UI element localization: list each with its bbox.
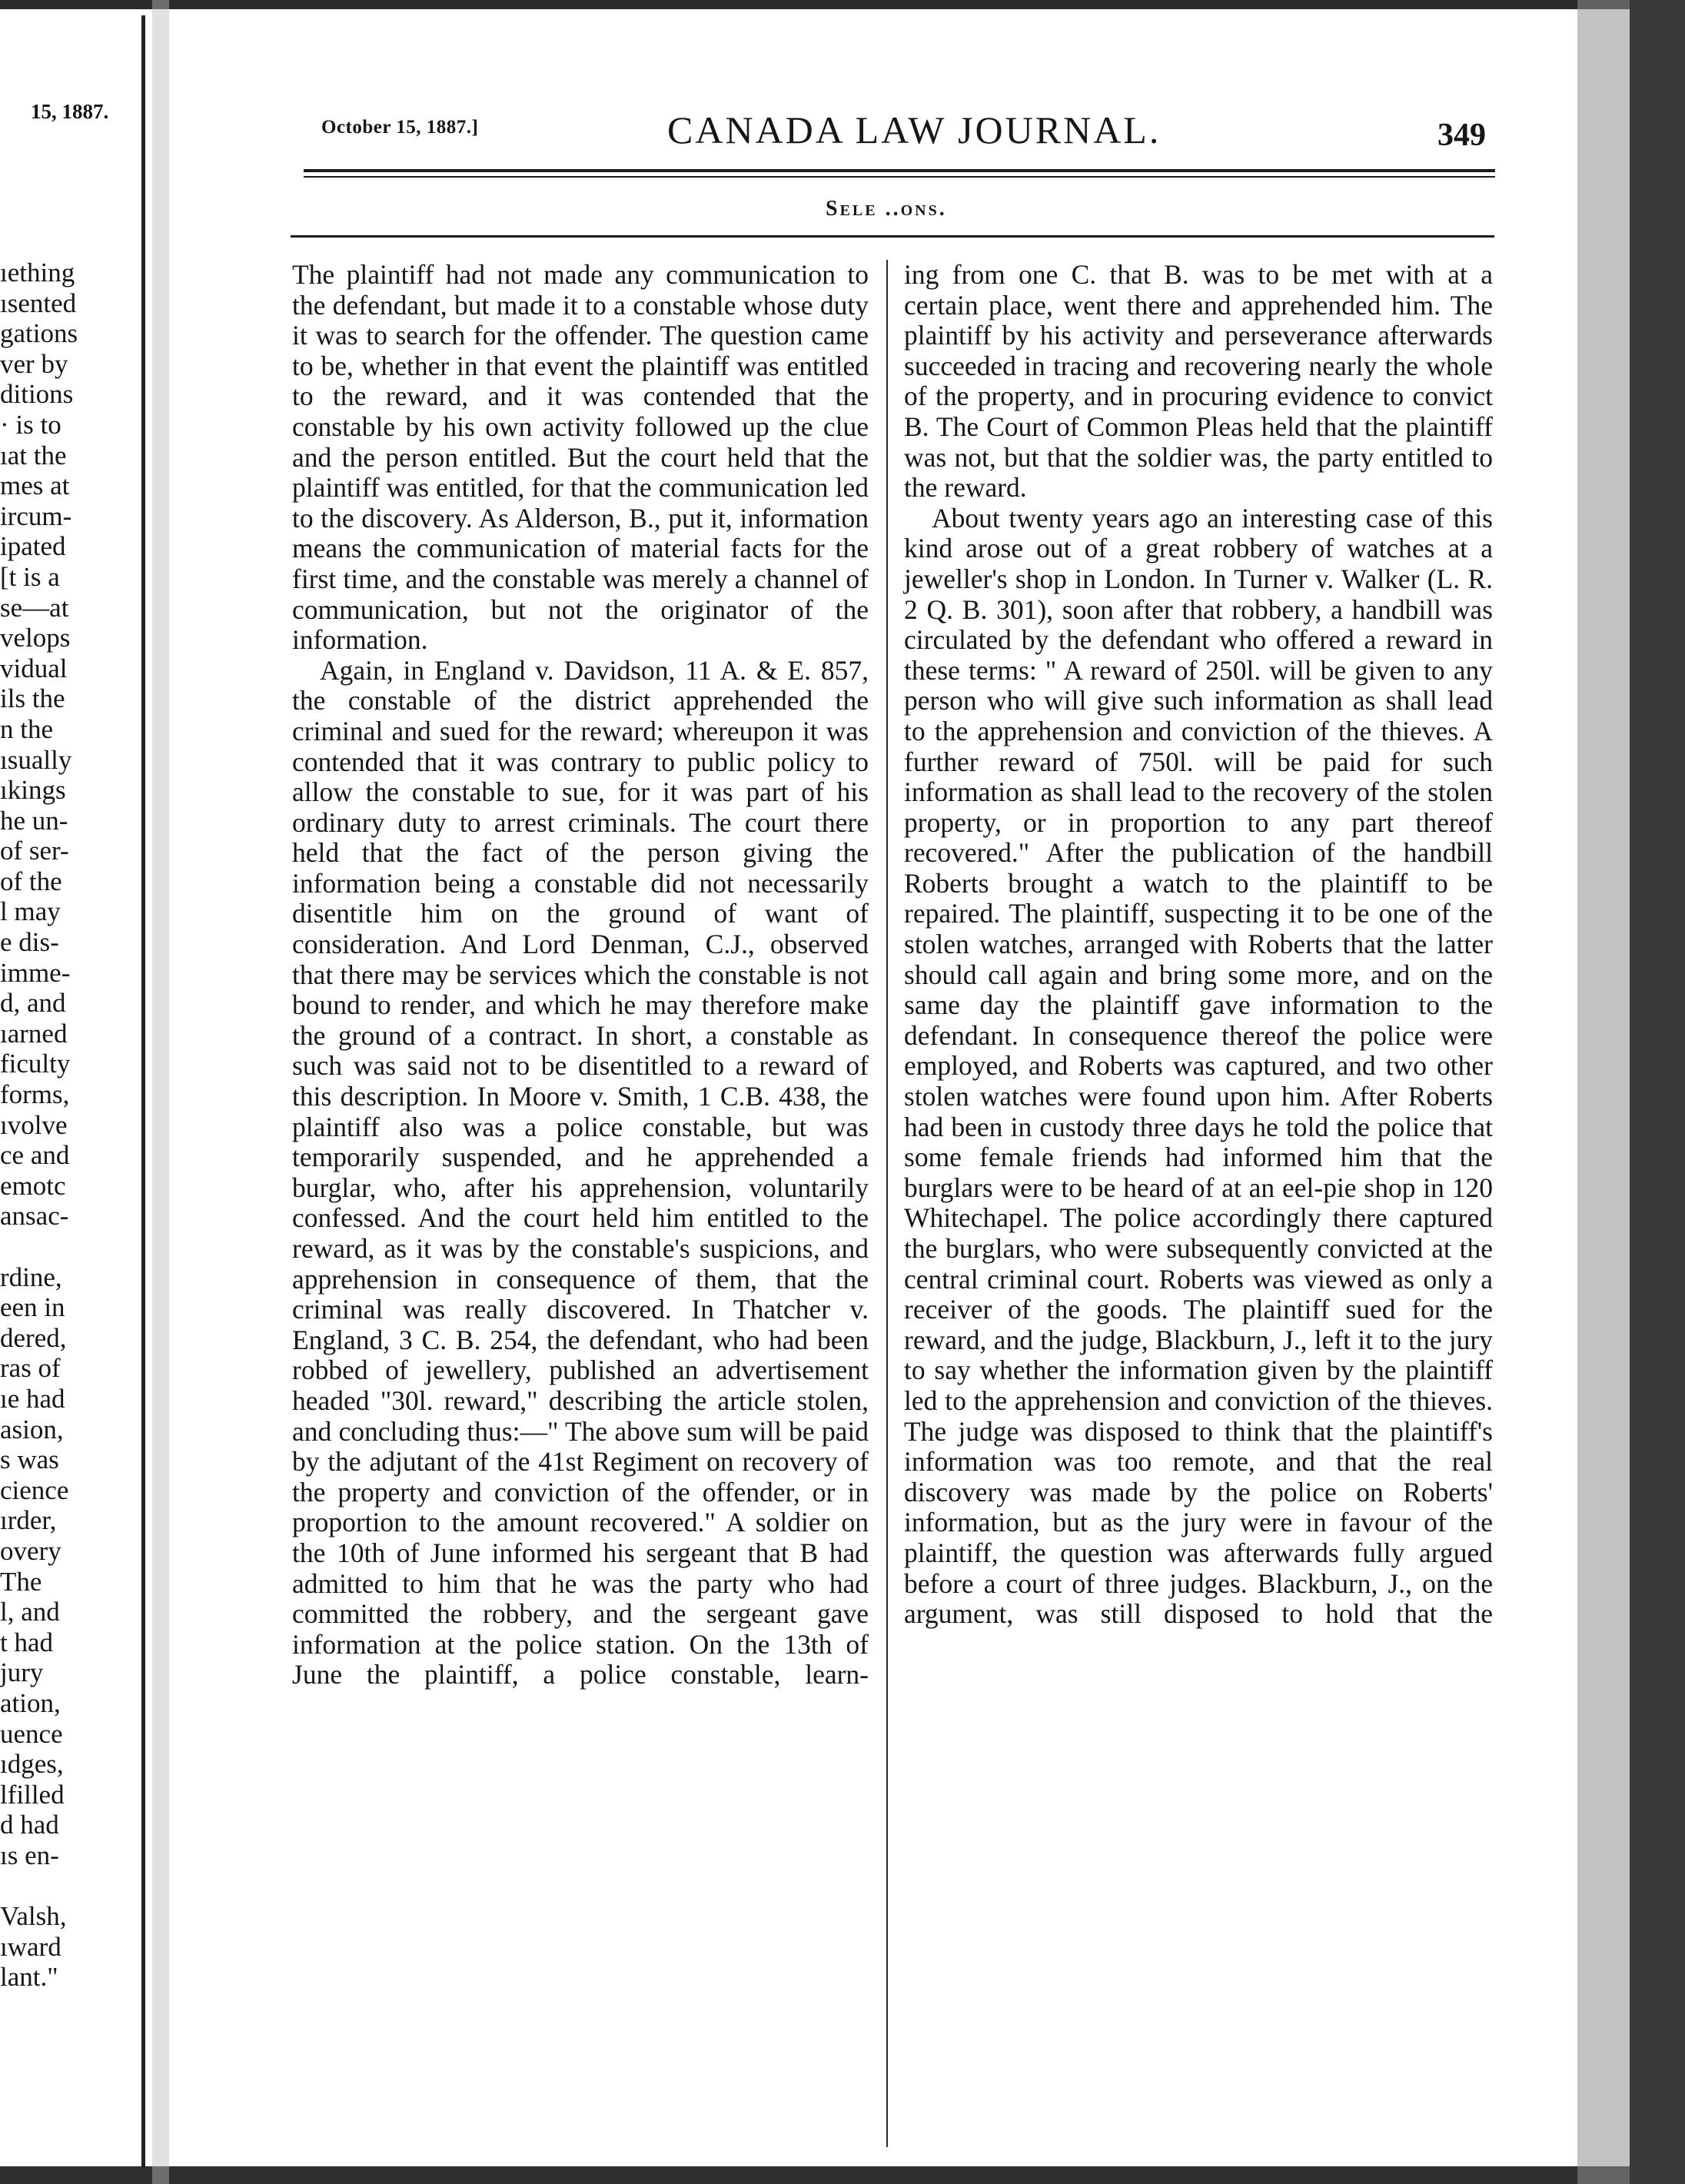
margin-fragment-line (0, 1232, 135, 1262)
column-divider (886, 260, 888, 2147)
margin-fragment-line: he un- (0, 805, 68, 836)
margin-fragment-line: of ser- (0, 836, 69, 866)
previous-page-text-fragment (0, 258, 135, 1993)
margin-fragment-line: velops (0, 623, 71, 653)
gutter-line (141, 15, 145, 2168)
gutter-shadow (152, 0, 169, 2184)
section-rule (291, 235, 1494, 238)
paragraph: The plaintiff had not made any communication to the defendant, but made it to a constable whose duty it was to search for the offender. The question came to be, whether in that event the plaintiff was entitled to the reward, and it was contended that the constable by his own activity followed up the clue and the person entitled. But the court held that the plaintiff was entitled, for that the communication led to the discovery. As Alderson, B., put it, information means the communication of material facts for the first time, and the constable was merely a channel of communication, but not the originator of the information. (292, 259, 869, 656)
paragraph: Again, in England v. Davidson, 11 A. & E. 857, the constable of the district apprehended the criminal and sued for the reward; whereupon it was contended that it was contrary to public policy to allow the constable to sue, for it was part of his ordinary duty to arrest criminals. The court there held that the fact of the person giving the information being a constable did not necessarily disentitle him on the ground of want of consideration. And Lord Denman, C.J., observed that there may be services which the constable is not bound to render, and which he may therefore make the ground of a contract. In short, a constable as such was said not to be disentitled to a reward of this description. In Moore v. Smith, 1 C.B. 438, the plaintiff also was a police constable, but was temporarily suspended, and he apprehended a burglar, who, after his apprehension, voluntarily confessed. And the court held him entitled to the reward, as it was by the constable's suspicions, and apprehension in consequence of them, that the criminal was really discovered. In Thatcher v. England, 3 C. B. 254, the defendant, who had been robbed of jewellery, published an advertisement headed "30l. reward," describing the article stolen, and concluding thus:—" The above sum will be paid by the adjutant of the 41st Regiment on recovery of the property and conviction of the offender, or in proportion to the amount recovered." A soldier on the 10th of June informed his sergeant that B had admitted to him that he was the party who had committed the robbery, and the sergeant gave information at the police station. On the 13th of June the plaintiff, a police constable, learn- (292, 654, 869, 1690)
header-rule-thick (304, 169, 1495, 172)
margin-fragment-line: rdine, (0, 1262, 62, 1292)
margin-fragment-line: imme- (0, 957, 71, 988)
margin-fragment-line: mes at (0, 470, 70, 501)
margin-fragment-line: The (0, 1566, 42, 1597)
issue-date: October 15, 1887.] (321, 117, 479, 138)
journal-title: CANADA LAW JOURNAL. (667, 108, 1162, 151)
margin-fragment-line: n the (0, 713, 54, 744)
margin-fragment-line: ıdges, (0, 1749, 64, 1780)
margin-fragment-line: [t is a (0, 561, 60, 592)
margin-fragment-line: e dis- (0, 927, 59, 958)
margin-fragment-line: d, and (0, 988, 66, 1019)
margin-fragment-line: Valsh, (0, 1901, 67, 1932)
margin-fragment-line: ıat the (0, 440, 67, 470)
section-heading: Sele ..ons. (826, 197, 947, 221)
scan-edge-top (0, 0, 1685, 9)
margin-fragment-line: dered, (0, 1322, 67, 1353)
margin-fragment-line: lant." (0, 1962, 58, 1993)
margin-fragment-line: een in (0, 1292, 65, 1323)
header-rule-thin (304, 176, 1495, 178)
margin-fragment-line: ısually (0, 744, 72, 775)
paragraph: About twenty years ago an interesting case of this kind arose out of a great robbery of watches at a jeweller's shop in London. In Turner v. Walker (L. R. 2 Q. B. 301), soon after that robbery, a handbill was circulated by the defendant who offered a reward in these terms: " A reward of 250l. will be given to any person who will give such information as shall lead to the apprehension and conviction of the thieves. A further reward of 750l. will be paid for such information as shall lead to the recovery of the stolen property, or in proportion to any part thereof recovered." After the publication of the handbill Roberts brought a watch to the plaintiff to be repaired. The plaintiff, suspecting it to be one of the stolen watches, arranged with Roberts that the latter should call again and bring some more, and on the same day the plaintiff gave information to the defendant. In consequence thereof the police were employed, and Roberts was captured, and two other stolen watches were found upon him. After Roberts had been in custody three days he told the police that some female friends had informed him that the burglars were to be heard of at an eel-pie shop in 120 Whitechapel. The police accordingly there captured the burglars, who were subsequently convicted at the central criminal court. Roberts was viewed as only a receiver of the goods. The plaintiff sued for the reward, and the judge, Blackburn, J., left it to the jury to say whether the information given by the plaintiff led to the apprehension and conviction of the thieves. The judge was disposed to think that the plaintiff's information was too remote, and that the real discovery was made by the police on Roberts' information, but as the jury were in favour of the plaintiff, the question was afterwards fully argued before a court of three judges. Blackburn, J., on the argument, was still disposed to hold that the (904, 502, 1493, 1630)
margin-fragment-line: ditions (0, 379, 74, 410)
margin-fragment-line: ficulty (0, 1049, 71, 1079)
page-number: 349 (1437, 118, 1486, 153)
left-text-column (292, 260, 869, 1690)
margin-fragment-line: uence (0, 1718, 63, 1749)
scan-shadow-right (1577, 0, 1630, 2184)
margin-fragment-line: ation, (0, 1687, 61, 1718)
margin-fragment-line: asion, (0, 1414, 64, 1444)
margin-fragment-line: t had (0, 1627, 54, 1657)
margin-fragment-line: ıarned (0, 1018, 68, 1049)
margin-fragment-line: · is to (0, 409, 61, 440)
margin-fragment-line: ansac- (0, 1201, 69, 1232)
margin-fragment-line: d had (0, 1810, 59, 1840)
margin-fragment-line: ver by (0, 348, 68, 379)
margin-fragment-line: se—at (0, 592, 69, 623)
paragraph: ing from one C. that B. was to be met with at a certain place, went there and apprehended him. The plaintiff by his activity and perseverance afterwards succeeded in tracing and recovering nearly the whole of the property, and in procuring evidence to convict B. The Court of Common Pleas held that the plaintiff was not, but that the soldier was, the party entitled to the reward. (904, 259, 1493, 504)
margin-fragment-line: ıe had (0, 1383, 65, 1414)
margin-fragment-line: of the (0, 866, 62, 896)
scan-edge-right (1630, 0, 1685, 2184)
scan-edge-bottom (0, 2166, 1685, 2184)
margin-fragment-line: ısented (0, 288, 77, 318)
margin-fragment-line: gations (0, 318, 78, 349)
margin-fragment-line: ipated (0, 531, 66, 562)
margin-fragment-line: ircum- (0, 500, 72, 531)
margin-fragment-line: ıward (0, 1931, 61, 1962)
margin-fragment-line: lfilled (0, 1779, 65, 1810)
margin-fragment-line: ce and (0, 1140, 70, 1171)
margin-fragment-line: ras of (0, 1353, 61, 1384)
margin-fragment-line: jury (0, 1657, 44, 1688)
margin-fragment-line: ıvolve (0, 1109, 68, 1140)
margin-fragment-line: l, and (0, 1597, 60, 1627)
margin-fragment-line: l may (0, 896, 61, 927)
margin-fragment-line: ils the (0, 683, 65, 714)
margin-fragment-line: emotc (0, 1170, 66, 1201)
margin-fragment-line: ıkings (0, 775, 66, 806)
right-text-column (904, 260, 1493, 1630)
margin-fragment-line: forms, (0, 1079, 70, 1110)
margin-fragment-line: ıething (0, 258, 75, 288)
margin-fragment-line: vidual (0, 653, 68, 683)
margin-fragment-line: ıs en- (0, 1840, 59, 1870)
previous-page-header-fragment: 15, 1887. (31, 100, 109, 123)
margin-fragment-line (0, 1870, 135, 1901)
margin-fragment-line: overy (0, 1535, 61, 1566)
margin-fragment-line: s was (0, 1444, 59, 1475)
margin-fragment-line: cience (0, 1474, 69, 1505)
margin-fragment-line: ırder, (0, 1505, 57, 1536)
